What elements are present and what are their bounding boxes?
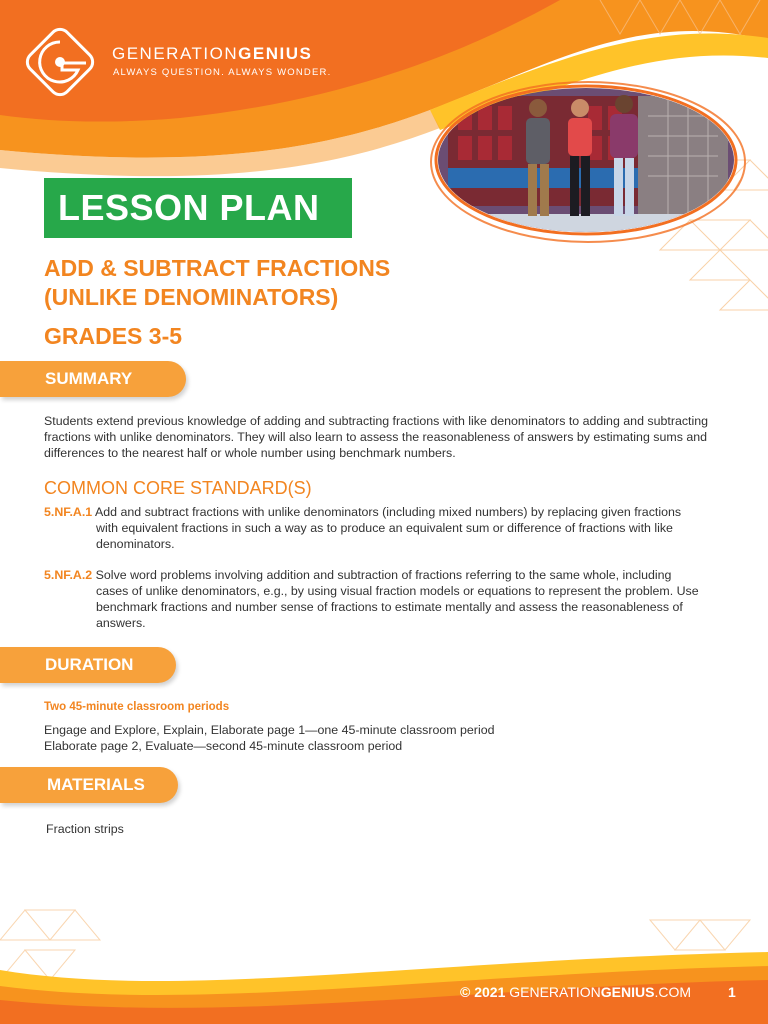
footer-background bbox=[0, 900, 768, 1024]
standard-item: 5.NF.A.1 Add and subtract fractions with unlike denominators (including mixed numbers) by replacing given fractions with equivalent fractions in such a way as to produce an equivalent sum or difference of fractions with like denominators. bbox=[44, 505, 682, 551]
summary-header: SUMMARY bbox=[0, 361, 186, 397]
hero-photo bbox=[428, 76, 746, 246]
page-number: 1 bbox=[728, 984, 736, 1000]
lesson-title: ADD & SUBTRACT FRACTIONS (UNLIKE DENOMINATORS) bbox=[44, 255, 391, 310]
summary-text: Students extend previous knowledge of adding and subtracting fractions with like denominators to adding and subtracting fractions with unlike denominators. They will also learn to assess the reasonableness of answers by estimating sums and differences to the nearest half or whole number using benchmark numbers. bbox=[44, 414, 709, 460]
duration-subtitle: Two 45-minute classroom periods bbox=[44, 701, 230, 713]
materials-header: MATERIALS bbox=[0, 767, 178, 803]
standards-header: COMMON CORE STANDARD(S) bbox=[44, 478, 312, 498]
duration-details: Engage and Explore, Explain, Elaborate page 1—one 45-minute classroom period Elaborate page 2, Evaluate—second 45-minute classroom period bbox=[44, 723, 495, 753]
standard-item: 5.NF.A.2 Solve word problems involving addition and subtraction of fractions referring to the same whole, including cases of unlike denominators, e.g., by using visual fraction models or equations to represent the problem. Use benchmark fractions and number sense of fractions to estimate mentally and assess the reasonableness of answers. bbox=[44, 568, 699, 630]
brand-name: GENERATIONGENIUS bbox=[112, 44, 313, 63]
footer-copyright: © 2021 GENERATIONGENIUS.COM bbox=[460, 984, 692, 1000]
standard-code: 5.NF.A.2 bbox=[44, 568, 93, 582]
duration-header: DURATION bbox=[0, 647, 176, 683]
brand-tagline: ALWAYS QUESTION. ALWAYS WONDER. bbox=[113, 67, 332, 78]
materials-text: Fraction strips bbox=[46, 822, 124, 836]
logo-icon bbox=[20, 22, 100, 102]
grades-label: GRADES 3-5 bbox=[44, 323, 183, 349]
lesson-plan-badge: LESSON PLAN bbox=[44, 178, 352, 238]
standard-code: 5.NF.A.1 bbox=[44, 505, 93, 519]
